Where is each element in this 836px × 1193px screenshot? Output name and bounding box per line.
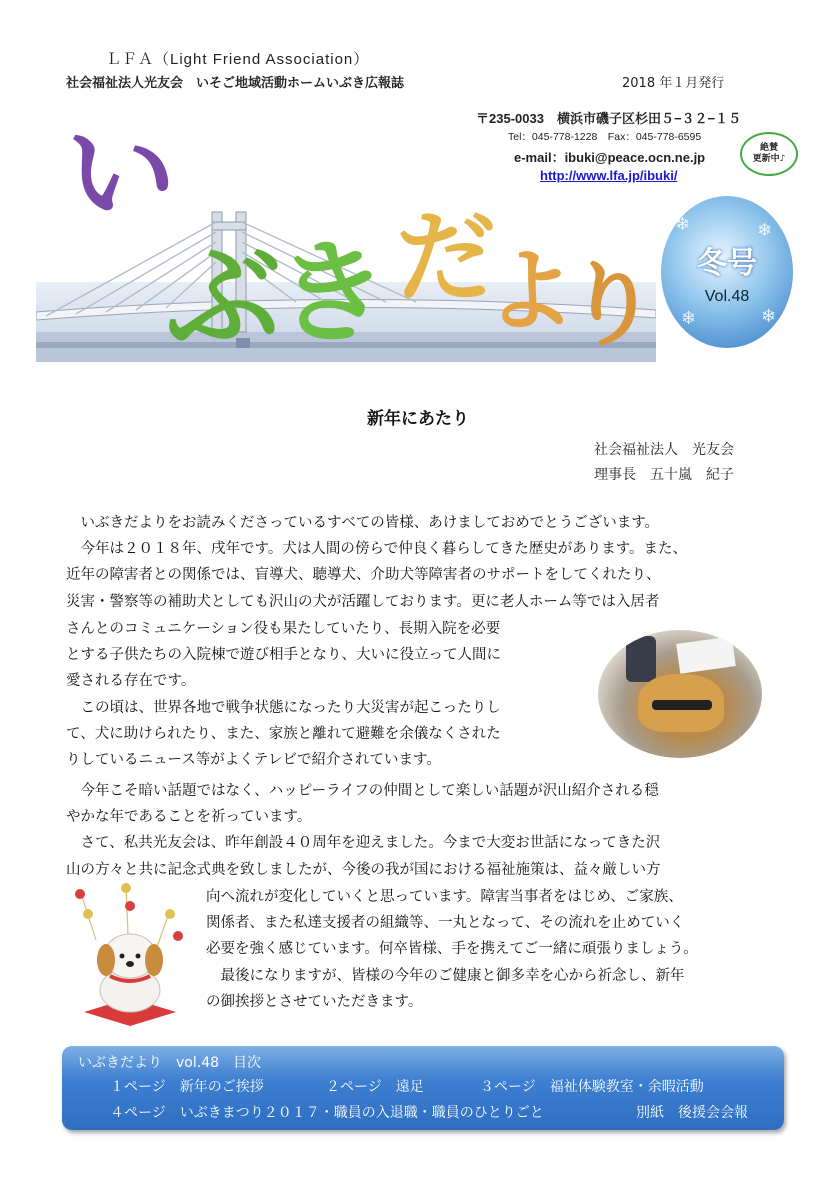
body-line: いぶきだよりをお読みくださっているすべての皆様、あけましておめでとうございます。 [66, 515, 660, 531]
bubble-line-2: 更新中♪ [752, 154, 786, 164]
body-line: 必要を強く感じています。何卒皆様、手を携えてご一緒に頑張りましょう。 [206, 941, 698, 958]
masthead-title-lettering [66, 112, 666, 352]
title-letter-ri: り [566, 252, 659, 352]
issue-date: 2018 年１月発行 [622, 76, 725, 91]
toc-heading: いぶきだより vol.48 目次 [78, 1055, 262, 1071]
updating-speech-bubble [740, 132, 798, 176]
body-line: 今年こそ暗い話題ではなく、ハッピーライフの仲間として楽しい話題が沢山紹介される穏 [66, 783, 659, 799]
body-line: この頃は、世界各地で戦争状態になったり大災害が起こったりし [66, 699, 501, 716]
body-line: やかな年であることを祈っています。 [66, 809, 312, 826]
body-line: 愛される存在です。 [66, 673, 196, 690]
author-block [594, 438, 734, 488]
org-name-japanese: 社会福祉法人光友会 いそご地域活動ホームいぶき広報誌 [66, 76, 405, 91]
body-line: 今年は２０１８年、戌年です。犬は人間の傍らで仲良く暮らしてきた歴史があります。また、 [66, 541, 688, 558]
title-letter-yo: よ [486, 239, 576, 344]
body-line: 災害・警察等の補助犬としても沢山の犬が活躍しております。更に老人ホーム等では入居者 [66, 593, 660, 610]
body-line: 関係者、また私達支援者の組織等、一丸となって、その流れを止めていく [206, 915, 685, 932]
title-letter-da: だ [396, 199, 496, 316]
tel-fax: Tel：045-778-1228 Fax：045-778-6595 [508, 131, 702, 143]
website-link[interactable]: http://www.lfa.jp/ibuki/ [540, 168, 678, 183]
guide-dog-photo [598, 630, 762, 758]
article-paragraphs-1 [66, 510, 687, 615]
toc-item-supplement[interactable]: 別紙 後援会会報 [636, 1105, 748, 1121]
table-of-contents [62, 1046, 784, 1130]
article-title: 新年にあたり [367, 409, 469, 429]
body-line: の御挨拶とさせていただきます。 [206, 993, 423, 1010]
toc-item-page-2[interactable]: ２ページ 遠足 [326, 1079, 424, 1095]
article-paragraphs-3 [66, 778, 661, 883]
author-name: 理事長 五十嵐 紀子 [594, 467, 734, 483]
season-label: 冬号 [697, 246, 757, 281]
body-line: 近年の障害者との関係では、盲導犬、聴導犬、介助犬等障害者のサポートをしてくれたり、 [66, 567, 661, 584]
body-line: 山の方々と共に記念式典を致しましたが、今後の我が国における福祉施策は、益々厳しい方 [66, 861, 661, 878]
address: 〒235-0033 横浜市磯子区杉田５−３２−１５ [476, 111, 742, 126]
winter-issue-badge: ❄ ❄ ❄ ❄ 冬号 Vol.48 [661, 196, 793, 348]
author-org: 社会福祉法人 光友会 [594, 442, 734, 458]
title-letter-bu: ぶ [166, 231, 282, 352]
article-paragraphs-2 [66, 616, 501, 773]
toc-item-page-3[interactable]: ３ページ 福祉体験教室・余暇活動 [480, 1079, 704, 1095]
org-name-english: ＬＦＡ（Light Friend Association） [106, 51, 370, 68]
volume-label: Vol.48 [704, 288, 750, 305]
body-line: 向へ流れが変化していくと思っています。障害当事者をはじめ、ご家族、 [206, 889, 683, 905]
body-line: りしているニュース等がよくテレビで紹介されています。 [66, 752, 441, 769]
body-line: さて、私共光友会は、昨年創設４０周年を迎えました。今まで大変お世話になってきた沢 [66, 835, 661, 852]
email-address[interactable]: e-mail：ibuki@peace.ocn.ne.jp [514, 150, 706, 165]
title-letter-i: い [66, 112, 176, 238]
dog-ornament-illustration [66, 880, 194, 1030]
article-paragraphs-4 [206, 884, 698, 1015]
body-line: さんとのコミュニケーション役も果たしていたり、長期入院を必要 [66, 621, 501, 637]
masthead-artwork [36, 112, 659, 362]
title-letter-ki: き [276, 229, 388, 352]
bubble-line-1: 絶賛 [759, 143, 778, 153]
body-line: 最後になりますが、皆様の今年のご健康と御多幸を心から祈念し、新年 [206, 967, 685, 984]
body-line: とする子供たちの入院棟で遊び相手となり、大いに役立って人間に [66, 647, 501, 664]
toc-item-page-1[interactable]: １ページ 新年のご挨拶 [110, 1079, 264, 1095]
body-line: て、犬に助けられたり、また、家族と離れて避難を余儀なくされた [66, 725, 501, 742]
toc-item-page-4[interactable]: ４ページ いぶきまつり２０１７・職員の入退職・職員のひとりごと [110, 1105, 544, 1121]
